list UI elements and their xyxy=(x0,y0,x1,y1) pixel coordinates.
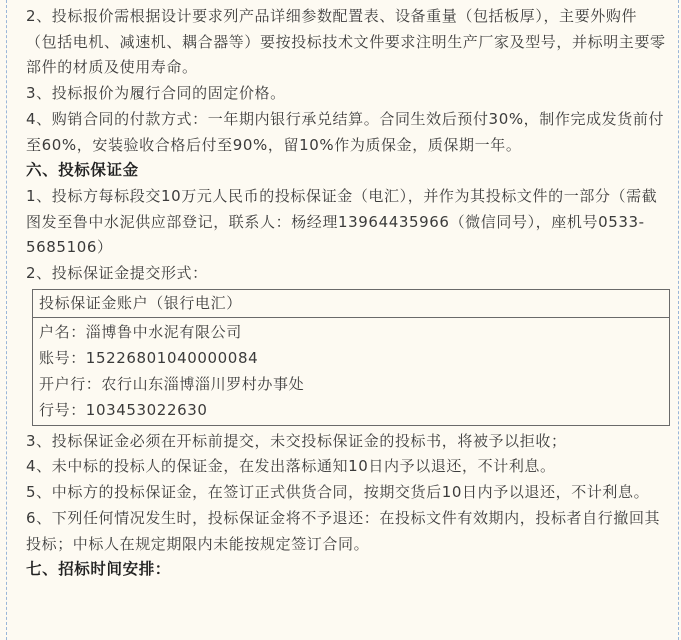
section-heading-bid-bond: 六、投标保证金 xyxy=(26,161,139,180)
paragraph-bond-amount: 1、投标方每标段交10万元人民币的投标保证金（电汇），并作为其投标文件的一部分（需截图发至鲁中水泥供应部登记，联系人：杨经理13964435966（微信同号），座机号0533-5685106） xyxy=(26,186,658,257)
left-dashed-border xyxy=(6,0,7,640)
article-body xyxy=(26,4,666,583)
paragraph-bond-form: 2、投标保证金提交形式： xyxy=(26,264,208,283)
account-title: 投标保证金账户（银行电汇） xyxy=(33,290,669,318)
paragraph-bond-deadline: 3、投标保证金必须在开标前提交，未交投标保证金的投标书，将被予以拒收； xyxy=(26,431,567,450)
right-dashed-border xyxy=(678,0,679,640)
account-details xyxy=(33,318,669,425)
account-bank-code: 行号：103453022630 xyxy=(39,400,208,419)
paragraph-payment-terms: 4、购销合同的付款方式：一年期内银行承兑结算。合同生效后预付30%，制作完成发货前付至60%，安装验收合格后付至90%，留10%作为质保金，质保期一年。 xyxy=(26,109,665,154)
bank-account-box xyxy=(32,289,670,426)
paragraph-bond-refund-losers: 4、未中标的投标人的保证金，在发出落标通知10日内予以退还，不计利息。 xyxy=(26,457,556,476)
section-heading-schedule: 七、招标时间安排： xyxy=(26,560,171,579)
account-name: 户名：淄博鲁中水泥有限公司 xyxy=(39,322,242,341)
paragraph-fixed-price: 3、投标报价为履行合同的固定价格。 xyxy=(26,84,286,103)
paragraph-bond-refund-winner: 5、中标方的投标保证金，在签订正式供货合同，按期交货后10日内予以退还，不计利息。 xyxy=(26,483,650,502)
account-bank: 开户行：农行山东淄博淄川罗村办事处 xyxy=(39,374,305,393)
account-number: 账号：15226801040000084 xyxy=(39,348,259,367)
paragraph-quote-requirements: 2、投标报价需根据设计要求列产品详细参数配置表、设备重量（包括板厚），主要外购件（包括电机、减速机、耦合器等）要按投标技术文件要求注明生产厂家及型号，并标明主要零部件的材质及使用寿命。 xyxy=(26,7,666,77)
paragraph-bond-forfeit: 6、下列任何情况发生时，投标保证金将不予退还：在投标文件有效期内，投标者自行撤回其投标；中标人在规定期限内未能按规定签订合同。 xyxy=(26,508,661,553)
